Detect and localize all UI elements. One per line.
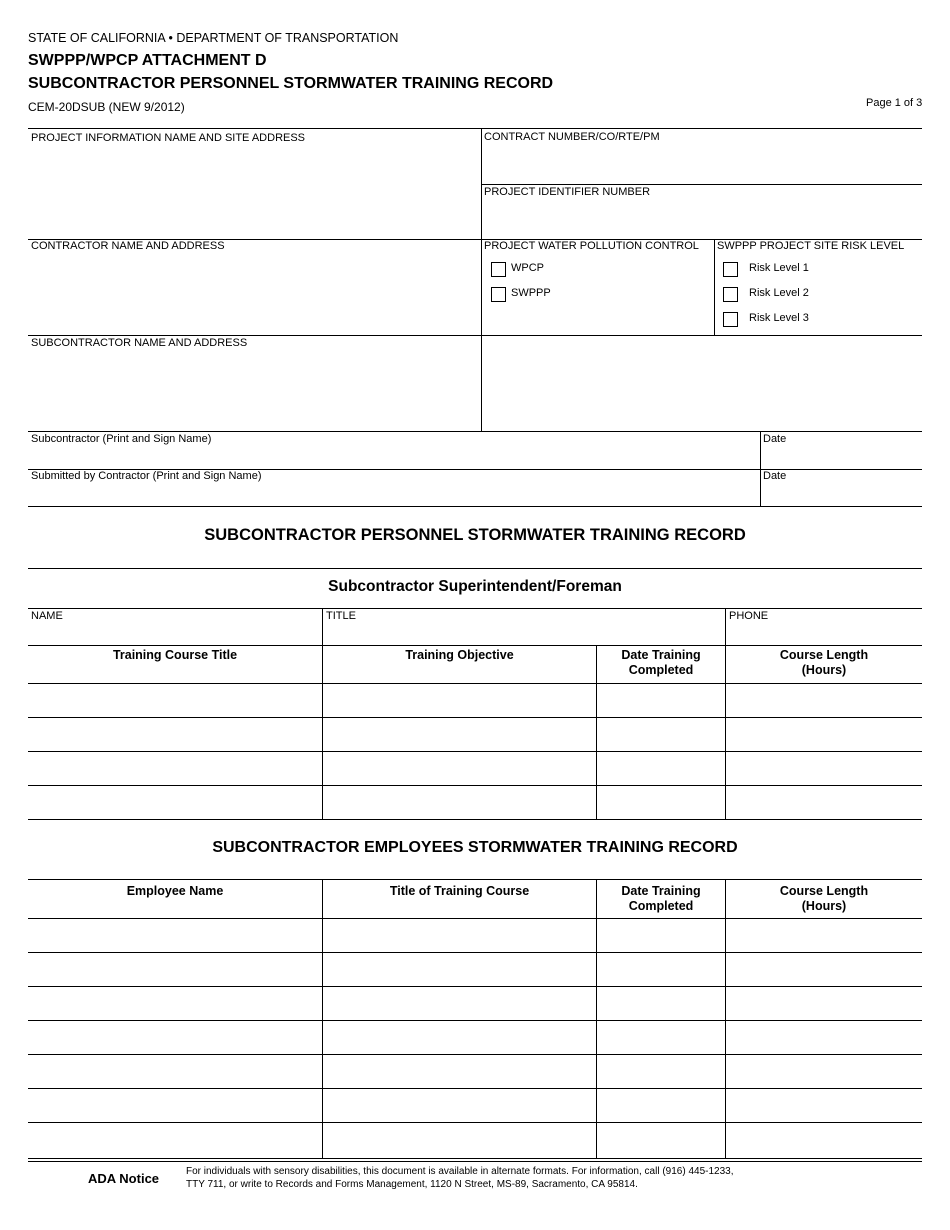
wpcp-checkbox[interactable] xyxy=(491,262,506,277)
employee-training-row-4-col-2-field[interactable] xyxy=(325,1023,594,1052)
divider xyxy=(596,879,597,1158)
employee-training-row-6-col-4-field[interactable] xyxy=(728,1091,920,1120)
employee-training-row-1-col-1-field[interactable] xyxy=(30,921,320,950)
employee-training-row-3-col-4-field[interactable] xyxy=(728,989,920,1018)
foreman-training-row-4-col-2-field[interactable] xyxy=(325,788,594,817)
risk-level-3-checkbox[interactable] xyxy=(723,312,738,327)
table-row-border xyxy=(28,751,922,752)
project-info-field[interactable] xyxy=(31,148,476,233)
table-row-border xyxy=(28,986,922,987)
employee-training-row-5-col-1-field[interactable] xyxy=(30,1057,320,1086)
section1-title: SUBCONTRACTOR PERSONNEL STORMWATER TRAINING RECORD xyxy=(204,526,746,544)
foreman-training-row-1-col-3-field[interactable] xyxy=(599,686,723,715)
form-title-line2: SUBCONTRACTOR PERSONNEL STORMWATER TRAINING RECORD xyxy=(28,75,554,92)
foreman-training-row-4-col-4-field[interactable] xyxy=(728,788,920,817)
ada-notice-line2: TTY 711, or write to Records and Forms Management, 1120 N Street, MS-89, Sacramento, CA 95814. xyxy=(186,1179,638,1190)
risk-level-2-label: Risk Level 2 xyxy=(749,287,809,299)
contractor-date-field[interactable] xyxy=(763,484,918,504)
subcontractor-label: SUBCONTRACTOR NAME AND ADDRESS xyxy=(31,337,248,349)
foreman-training-row-1-col-2-field[interactable] xyxy=(325,686,594,715)
foreman-training-row-3-col-2-field[interactable] xyxy=(325,754,594,783)
employee-training-row-5-col-3-field[interactable] xyxy=(599,1057,723,1086)
foreman-training-row-2-col-3-field[interactable] xyxy=(599,720,723,749)
foreman-training-row-1-col-4-field[interactable] xyxy=(728,686,920,715)
contractor-sign-label: Submitted by Contractor (Print and Sign Name) xyxy=(31,470,262,482)
risk-level-1-checkbox[interactable] xyxy=(723,262,738,277)
foreman-training-row-3-col-1-field[interactable] xyxy=(30,754,320,783)
table-row-border xyxy=(28,819,922,820)
col-date-training-completed: Date Training Completed xyxy=(621,648,701,677)
divider xyxy=(28,608,922,609)
divider xyxy=(28,506,922,507)
divider xyxy=(28,335,922,336)
employee-training-row-3-col-2-field[interactable] xyxy=(325,989,594,1018)
col-employee-name: Employee Name xyxy=(126,884,224,898)
employee-training-row-3-col-3-field[interactable] xyxy=(599,989,723,1018)
divider xyxy=(481,184,922,185)
phone-label: PHONE xyxy=(729,610,769,622)
divider xyxy=(725,608,726,819)
employee-training-row-4-col-3-field[interactable] xyxy=(599,1023,723,1052)
employee-training-row-6-col-2-field[interactable] xyxy=(325,1091,594,1120)
risk-level-1-label: Risk Level 1 xyxy=(749,262,809,274)
swppp-checkbox[interactable] xyxy=(491,287,506,302)
swppp-label: SWPPP xyxy=(511,287,551,299)
employee-training-row-7-col-4-field[interactable] xyxy=(728,1125,920,1154)
form-number: CEM-20DSUB (NEW 9/2012) xyxy=(28,100,185,114)
employee-training-row-2-col-4-field[interactable] xyxy=(728,955,920,984)
risk-level-2-checkbox[interactable] xyxy=(723,287,738,302)
section2-title: SUBCONTRACTOR EMPLOYEES STORMWATER TRAINING RECORD xyxy=(212,839,738,856)
table-row-border xyxy=(28,785,922,786)
contractor-field[interactable] xyxy=(31,256,476,331)
foreman-training-row-4-col-1-field[interactable] xyxy=(30,788,320,817)
footer-border xyxy=(28,1161,922,1162)
main-divider xyxy=(481,128,482,431)
foreman-training-row-2-col-1-field[interactable] xyxy=(30,720,320,749)
foreman-title-field[interactable] xyxy=(326,624,722,643)
employee-training-row-4-col-1-field[interactable] xyxy=(30,1023,320,1052)
project-identifier-field[interactable] xyxy=(484,201,918,235)
employee-training-row-6-col-1-field[interactable] xyxy=(30,1091,320,1120)
subcontractor-sign-label: Subcontractor (Print and Sign Name) xyxy=(31,433,212,445)
form-title-line1: SWPPP/WPCP ATTACHMENT D xyxy=(28,52,267,69)
subcontractor-date-field[interactable] xyxy=(763,447,918,467)
employee-training-row-7-col-2-field[interactable] xyxy=(325,1125,594,1154)
employee-training-row-5-col-2-field[interactable] xyxy=(325,1057,594,1086)
date-label: Date xyxy=(763,433,787,445)
employee-training-row-7-col-3-field[interactable] xyxy=(599,1125,723,1154)
project-identifier-label: PROJECT IDENTIFIER NUMBER xyxy=(484,186,651,198)
table-row-border xyxy=(28,918,922,919)
foreman-training-row-2-col-2-field[interactable] xyxy=(325,720,594,749)
table-row-border xyxy=(28,1088,922,1089)
col-title-of-training-course: Title of Training Course xyxy=(389,884,530,898)
foreman-training-row-4-col-3-field[interactable] xyxy=(599,788,723,817)
employee-training-row-2-col-3-field[interactable] xyxy=(599,955,723,984)
col-date-training-completed: Date Training Completed xyxy=(621,884,701,913)
name-label: NAME xyxy=(31,610,63,622)
section1-subtitle: Subcontractor Superintendent/Foreman xyxy=(328,578,622,595)
employee-training-row-3-col-1-field[interactable] xyxy=(30,989,320,1018)
table-row-border xyxy=(28,1054,922,1055)
table-bottom-border xyxy=(28,1158,922,1159)
project-info-label: PROJECT INFORMATION NAME AND SITE ADDRESS xyxy=(31,132,306,144)
agency-line: STATE OF CALIFORNIA • DEPARTMENT OF TRANSPORTATION xyxy=(28,31,399,45)
divider xyxy=(28,645,922,646)
foreman-training-row-2-col-4-field[interactable] xyxy=(728,720,920,749)
subcontractor-extra-field[interactable] xyxy=(484,340,918,427)
employee-training-row-2-col-2-field[interactable] xyxy=(325,955,594,984)
employee-training-row-2-col-1-field[interactable] xyxy=(30,955,320,984)
employee-training-row-1-col-2-field[interactable] xyxy=(325,921,594,950)
table-row-border xyxy=(28,683,922,684)
contractor-sign-field[interactable] xyxy=(31,484,756,504)
divider xyxy=(28,879,922,880)
employee-training-row-1-col-4-field[interactable] xyxy=(728,921,920,950)
employee-training-row-6-col-3-field[interactable] xyxy=(599,1091,723,1120)
table-row-border xyxy=(28,1122,922,1123)
col-course-length: Course Length (Hours) xyxy=(779,884,869,913)
divider xyxy=(725,879,726,1158)
contract-number-field[interactable] xyxy=(484,146,918,180)
divider xyxy=(28,568,922,569)
divider xyxy=(28,431,922,432)
table-row-border xyxy=(28,717,922,718)
divider xyxy=(714,239,715,335)
table-row-border xyxy=(28,1020,922,1021)
employee-training-row-5-col-4-field[interactable] xyxy=(728,1057,920,1086)
col-training-objective: Training Objective xyxy=(405,648,514,662)
foreman-name-field[interactable] xyxy=(31,624,319,643)
subcontractor-field[interactable] xyxy=(31,353,476,427)
employee-training-row-7-col-1-field[interactable] xyxy=(30,1125,320,1154)
top-border xyxy=(28,128,922,129)
foreman-phone-field[interactable] xyxy=(729,624,918,643)
col-training-course-title: Training Course Title xyxy=(112,648,238,662)
date-label: Date xyxy=(763,470,787,482)
risk-level-3-label: Risk Level 3 xyxy=(749,312,809,324)
ada-notice-label: ADA Notice xyxy=(88,1171,160,1186)
divider xyxy=(322,608,323,819)
contract-number-label: CONTRACT NUMBER/CO/RTE/PM xyxy=(484,131,660,143)
title-label: TITLE xyxy=(326,610,356,622)
col-course-length: Course Length (Hours) xyxy=(779,648,869,677)
risk-level-label: SWPPP PROJECT SITE RISK LEVEL xyxy=(717,240,905,252)
wpcp-label: WPCP xyxy=(511,262,544,274)
employee-training-row-1-col-3-field[interactable] xyxy=(599,921,723,950)
subcontractor-sign-field[interactable] xyxy=(31,447,756,467)
foreman-training-row-3-col-3-field[interactable] xyxy=(599,754,723,783)
divider xyxy=(322,879,323,1158)
employee-training-row-4-col-4-field[interactable] xyxy=(728,1023,920,1052)
table-row-border xyxy=(28,952,922,953)
water-pollution-label: PROJECT WATER POLLUTION CONTROL xyxy=(484,240,699,252)
ada-notice-line1: For individuals with sensory disabilities, this document is available in alternate formats. For information, call (916) 445-1233, xyxy=(186,1166,734,1177)
foreman-training-row-3-col-4-field[interactable] xyxy=(728,754,920,783)
foreman-training-row-1-col-1-field[interactable] xyxy=(30,686,320,715)
contractor-label: CONTRACTOR NAME AND ADDRESS xyxy=(31,240,225,252)
page-number: Page 1 of 3 xyxy=(866,97,923,109)
